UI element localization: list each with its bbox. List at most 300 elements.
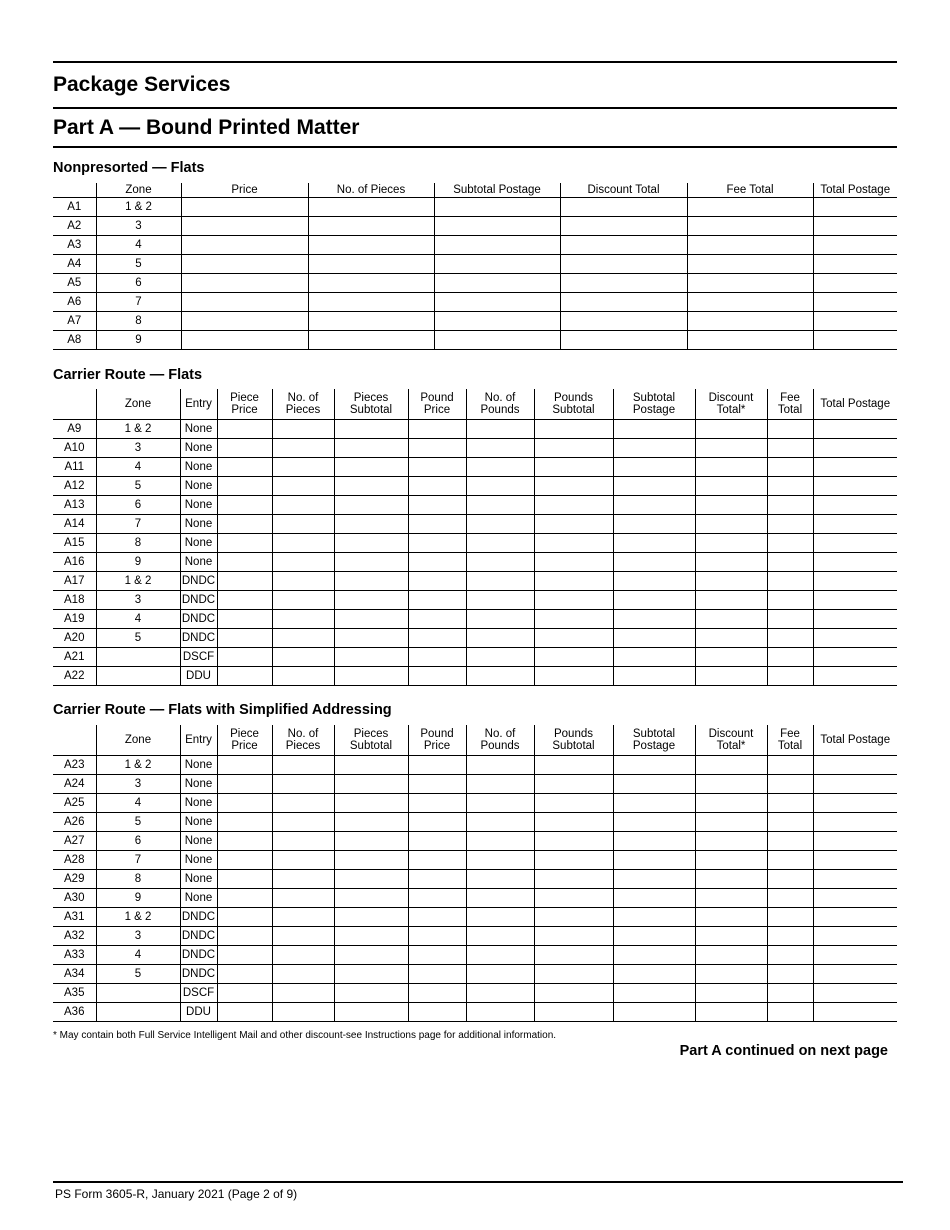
input-cell[interactable] [272,458,334,477]
input-cell[interactable] [408,889,466,908]
input-cell[interactable] [334,591,408,610]
input-cell[interactable] [217,908,272,927]
input-cell[interactable] [613,477,695,496]
input-cell[interactable] [334,629,408,648]
input-cell[interactable] [613,439,695,458]
input-cell[interactable] [813,312,897,331]
input-cell[interactable] [272,756,334,775]
input-cell[interactable] [534,1003,613,1022]
input-cell[interactable] [534,870,613,889]
input-cell[interactable] [217,477,272,496]
input-cell[interactable] [217,794,272,813]
input-cell[interactable] [534,775,613,794]
input-cell[interactable] [217,439,272,458]
input-cell[interactable] [308,293,434,312]
input-cell[interactable] [534,458,613,477]
input-cell[interactable] [408,477,466,496]
input-cell[interactable] [534,572,613,591]
input-cell[interactable] [181,293,308,312]
input-cell[interactable] [534,946,613,965]
input-cell[interactable] [334,610,408,629]
input-cell[interactable] [334,420,408,439]
input-cell[interactable] [217,496,272,515]
input-cell[interactable] [408,1003,466,1022]
input-cell[interactable] [466,496,534,515]
input-cell[interactable] [334,794,408,813]
input-cell[interactable] [308,217,434,236]
input-cell[interactable] [767,477,813,496]
input-cell[interactable] [695,648,767,667]
input-cell[interactable] [613,775,695,794]
input-cell[interactable] [272,572,334,591]
input-cell[interactable] [767,965,813,984]
input-cell[interactable] [813,908,897,927]
input-cell[interactable] [813,236,897,255]
input-cell[interactable] [560,198,687,217]
input-cell[interactable] [813,984,897,1003]
input-cell[interactable] [534,477,613,496]
input-cell[interactable] [613,458,695,477]
input-cell[interactable] [272,534,334,553]
input-cell[interactable] [695,591,767,610]
input-cell[interactable] [181,331,308,350]
input-cell[interactable] [695,927,767,946]
input-cell[interactable] [334,851,408,870]
input-cell[interactable] [334,946,408,965]
input-cell[interactable] [613,908,695,927]
input-cell[interactable] [813,794,897,813]
input-cell[interactable] [334,458,408,477]
input-cell[interactable] [272,629,334,648]
input-cell[interactable] [334,984,408,1003]
input-cell[interactable] [813,515,897,534]
input-cell[interactable] [767,534,813,553]
input-cell[interactable] [434,274,560,293]
input-cell[interactable] [695,756,767,775]
input-cell[interactable] [272,610,334,629]
input-cell[interactable] [687,331,813,350]
input-cell[interactable] [217,458,272,477]
input-cell[interactable] [695,794,767,813]
input-cell[interactable] [767,832,813,851]
input-cell[interactable] [695,851,767,870]
input-cell[interactable] [560,255,687,274]
input-cell[interactable] [334,1003,408,1022]
input-cell[interactable] [767,851,813,870]
input-cell[interactable] [308,312,434,331]
input-cell[interactable] [767,629,813,648]
input-cell[interactable] [334,870,408,889]
input-cell[interactable] [334,572,408,591]
input-cell[interactable] [695,610,767,629]
input-cell[interactable] [813,889,897,908]
input-cell[interactable] [408,496,466,515]
input-cell[interactable] [687,255,813,274]
input-cell[interactable] [408,813,466,832]
input-cell[interactable] [272,927,334,946]
input-cell[interactable] [466,667,534,686]
input-cell[interactable] [272,439,334,458]
input-cell[interactable] [695,458,767,477]
input-cell[interactable] [466,813,534,832]
input-cell[interactable] [334,927,408,946]
input-cell[interactable] [767,794,813,813]
input-cell[interactable] [334,756,408,775]
input-cell[interactable] [767,515,813,534]
input-cell[interactable] [695,572,767,591]
input-cell[interactable] [695,420,767,439]
input-cell[interactable] [217,984,272,1003]
input-cell[interactable] [613,534,695,553]
input-cell[interactable] [408,667,466,686]
input-cell[interactable] [613,984,695,1003]
input-cell[interactable] [613,794,695,813]
input-cell[interactable] [408,648,466,667]
input-cell[interactable] [695,477,767,496]
input-cell[interactable] [813,198,897,217]
input-cell[interactable] [695,629,767,648]
input-cell[interactable] [767,946,813,965]
input-cell[interactable] [434,236,560,255]
input-cell[interactable] [813,331,897,350]
input-cell[interactable] [813,293,897,312]
input-cell[interactable] [613,648,695,667]
input-cell[interactable] [272,591,334,610]
input-cell[interactable] [813,648,897,667]
input-cell[interactable] [334,496,408,515]
input-cell[interactable] [767,1003,813,1022]
input-cell[interactable] [687,198,813,217]
input-cell[interactable] [217,572,272,591]
input-cell[interactable] [408,965,466,984]
input-cell[interactable] [813,629,897,648]
input-cell[interactable] [613,756,695,775]
input-cell[interactable] [408,553,466,572]
input-cell[interactable] [181,217,308,236]
input-cell[interactable] [613,927,695,946]
input-cell[interactable] [466,775,534,794]
input-cell[interactable] [466,458,534,477]
input-cell[interactable] [687,217,813,236]
input-cell[interactable] [534,927,613,946]
input-cell[interactable] [767,420,813,439]
input-cell[interactable] [560,331,687,350]
input-cell[interactable] [466,572,534,591]
input-cell[interactable] [767,648,813,667]
input-cell[interactable] [767,756,813,775]
input-cell[interactable] [767,458,813,477]
input-cell[interactable] [217,889,272,908]
input-cell[interactable] [695,984,767,1003]
input-cell[interactable] [695,534,767,553]
input-cell[interactable] [534,610,613,629]
input-cell[interactable] [408,572,466,591]
input-cell[interactable] [534,629,613,648]
input-cell[interactable] [813,965,897,984]
input-cell[interactable] [613,832,695,851]
input-cell[interactable] [466,756,534,775]
input-cell[interactable] [813,851,897,870]
input-cell[interactable] [560,217,687,236]
input-cell[interactable] [466,794,534,813]
input-cell[interactable] [767,572,813,591]
input-cell[interactable] [334,813,408,832]
input-cell[interactable] [613,610,695,629]
input-cell[interactable] [613,515,695,534]
input-cell[interactable] [334,515,408,534]
input-cell[interactable] [813,255,897,274]
input-cell[interactable] [181,198,308,217]
input-cell[interactable] [272,984,334,1003]
input-cell[interactable] [560,312,687,331]
input-cell[interactable] [466,477,534,496]
input-cell[interactable] [813,870,897,889]
input-cell[interactable] [767,870,813,889]
input-cell[interactable] [334,553,408,572]
input-cell[interactable] [272,477,334,496]
input-cell[interactable] [434,255,560,274]
input-cell[interactable] [813,591,897,610]
input-cell[interactable] [534,648,613,667]
input-cell[interactable] [695,1003,767,1022]
input-cell[interactable] [466,629,534,648]
input-cell[interactable] [534,756,613,775]
input-cell[interactable] [613,553,695,572]
input-cell[interactable] [272,832,334,851]
input-cell[interactable] [408,775,466,794]
input-cell[interactable] [217,629,272,648]
input-cell[interactable] [466,420,534,439]
input-cell[interactable] [613,946,695,965]
input-cell[interactable] [408,591,466,610]
input-cell[interactable] [767,813,813,832]
input-cell[interactable] [217,965,272,984]
input-cell[interactable] [534,667,613,686]
input-cell[interactable] [181,255,308,274]
input-cell[interactable] [466,851,534,870]
input-cell[interactable] [813,420,897,439]
input-cell[interactable] [272,648,334,667]
input-cell[interactable] [334,908,408,927]
input-cell[interactable] [466,553,534,572]
input-cell[interactable] [613,667,695,686]
input-cell[interactable] [217,553,272,572]
input-cell[interactable] [217,870,272,889]
input-cell[interactable] [466,534,534,553]
input-cell[interactable] [272,965,334,984]
input-cell[interactable] [695,965,767,984]
input-cell[interactable] [181,312,308,331]
input-cell[interactable] [408,984,466,1003]
input-cell[interactable] [272,667,334,686]
input-cell[interactable] [767,927,813,946]
input-cell[interactable] [695,946,767,965]
input-cell[interactable] [767,984,813,1003]
input-cell[interactable] [534,534,613,553]
input-cell[interactable] [613,496,695,515]
input-cell[interactable] [181,274,308,293]
input-cell[interactable] [272,813,334,832]
input-cell[interactable] [334,534,408,553]
input-cell[interactable] [217,534,272,553]
input-cell[interactable] [466,984,534,1003]
input-cell[interactable] [217,667,272,686]
input-cell[interactable] [308,198,434,217]
input-cell[interactable] [408,927,466,946]
input-cell[interactable] [408,420,466,439]
input-cell[interactable] [813,946,897,965]
input-cell[interactable] [767,591,813,610]
input-cell[interactable] [408,756,466,775]
input-cell[interactable] [813,775,897,794]
input-cell[interactable] [217,946,272,965]
input-cell[interactable] [272,946,334,965]
input-cell[interactable] [466,832,534,851]
input-cell[interactable] [695,813,767,832]
input-cell[interactable] [217,813,272,832]
input-cell[interactable] [217,515,272,534]
input-cell[interactable] [613,851,695,870]
input-cell[interactable] [408,534,466,553]
input-cell[interactable] [408,610,466,629]
input-cell[interactable] [217,1003,272,1022]
input-cell[interactable] [613,629,695,648]
input-cell[interactable] [272,515,334,534]
input-cell[interactable] [813,813,897,832]
input-cell[interactable] [695,439,767,458]
input-cell[interactable] [687,236,813,255]
input-cell[interactable] [334,832,408,851]
input-cell[interactable] [308,274,434,293]
input-cell[interactable] [767,775,813,794]
input-cell[interactable] [767,908,813,927]
input-cell[interactable] [534,908,613,927]
input-cell[interactable] [613,420,695,439]
input-cell[interactable] [695,870,767,889]
input-cell[interactable] [408,629,466,648]
input-cell[interactable] [813,610,897,629]
input-cell[interactable] [534,439,613,458]
input-cell[interactable] [466,946,534,965]
input-cell[interactable] [613,1003,695,1022]
input-cell[interactable] [466,648,534,667]
input-cell[interactable] [334,775,408,794]
input-cell[interactable] [408,458,466,477]
input-cell[interactable] [695,496,767,515]
input-cell[interactable] [534,553,613,572]
input-cell[interactable] [813,553,897,572]
input-cell[interactable] [217,851,272,870]
input-cell[interactable] [434,217,560,236]
input-cell[interactable] [217,591,272,610]
input-cell[interactable] [813,572,897,591]
input-cell[interactable] [466,610,534,629]
input-cell[interactable] [813,1003,897,1022]
input-cell[interactable] [613,591,695,610]
input-cell[interactable] [695,889,767,908]
input-cell[interactable] [272,1003,334,1022]
input-cell[interactable] [687,293,813,312]
input-cell[interactable] [308,236,434,255]
input-cell[interactable] [466,927,534,946]
input-cell[interactable] [466,965,534,984]
input-cell[interactable] [687,274,813,293]
input-cell[interactable] [534,420,613,439]
input-cell[interactable] [613,889,695,908]
input-cell[interactable] [695,908,767,927]
input-cell[interactable] [408,870,466,889]
input-cell[interactable] [613,965,695,984]
input-cell[interactable] [534,496,613,515]
input-cell[interactable] [434,293,560,312]
input-cell[interactable] [534,591,613,610]
input-cell[interactable] [695,667,767,686]
input-cell[interactable] [613,572,695,591]
input-cell[interactable] [813,477,897,496]
input-cell[interactable] [217,927,272,946]
input-cell[interactable] [813,534,897,553]
input-cell[interactable] [272,870,334,889]
input-cell[interactable] [466,1003,534,1022]
input-cell[interactable] [613,870,695,889]
input-cell[interactable] [534,794,613,813]
input-cell[interactable] [466,908,534,927]
input-cell[interactable] [560,236,687,255]
input-cell[interactable] [767,667,813,686]
input-cell[interactable] [408,832,466,851]
input-cell[interactable] [408,851,466,870]
input-cell[interactable] [408,908,466,927]
input-cell[interactable] [272,851,334,870]
input-cell[interactable] [408,439,466,458]
input-cell[interactable] [217,775,272,794]
input-cell[interactable] [813,439,897,458]
input-cell[interactable] [560,293,687,312]
input-cell[interactable] [334,965,408,984]
input-cell[interactable] [767,496,813,515]
input-cell[interactable] [767,610,813,629]
input-cell[interactable] [813,927,897,946]
input-cell[interactable] [334,477,408,496]
input-cell[interactable] [813,458,897,477]
input-cell[interactable] [695,832,767,851]
input-cell[interactable] [217,832,272,851]
input-cell[interactable] [560,274,687,293]
input-cell[interactable] [466,870,534,889]
input-cell[interactable] [308,255,434,274]
input-cell[interactable] [687,312,813,331]
input-cell[interactable] [434,331,560,350]
input-cell[interactable] [813,217,897,236]
input-cell[interactable] [434,198,560,217]
input-cell[interactable] [334,439,408,458]
input-cell[interactable] [534,965,613,984]
input-cell[interactable] [813,832,897,851]
input-cell[interactable] [534,889,613,908]
input-cell[interactable] [272,420,334,439]
input-cell[interactable] [272,908,334,927]
input-cell[interactable] [181,236,308,255]
input-cell[interactable] [272,775,334,794]
input-cell[interactable] [272,553,334,572]
input-cell[interactable] [272,496,334,515]
input-cell[interactable] [334,889,408,908]
input-cell[interactable] [466,515,534,534]
input-cell[interactable] [334,667,408,686]
input-cell[interactable] [813,667,897,686]
input-cell[interactable] [408,946,466,965]
input-cell[interactable] [695,553,767,572]
